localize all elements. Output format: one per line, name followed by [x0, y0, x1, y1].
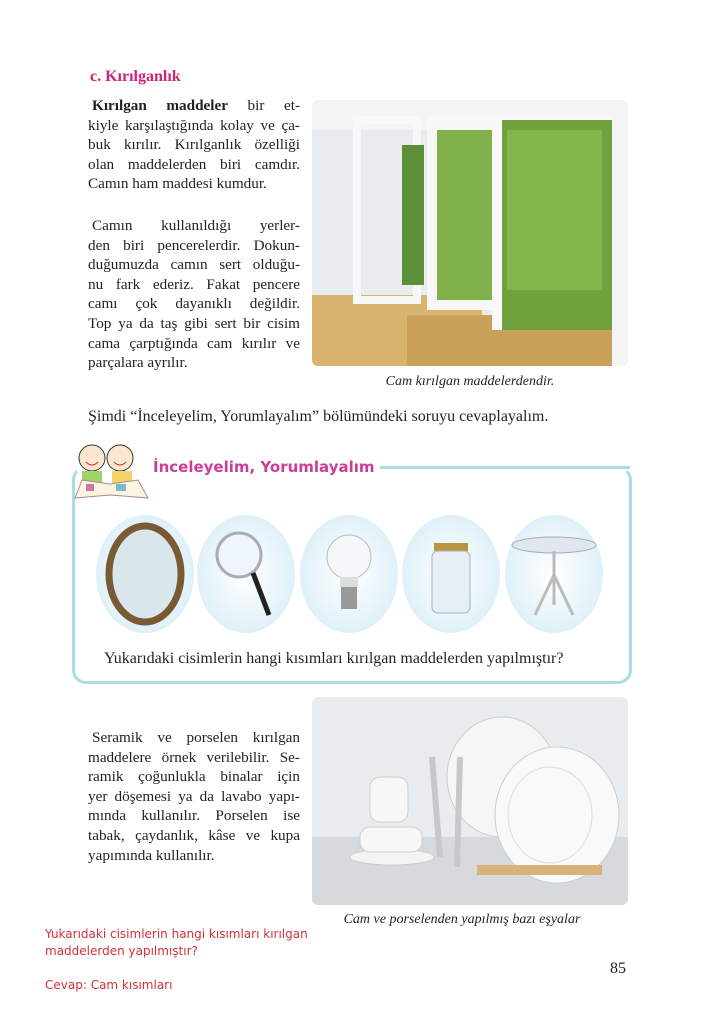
glass-table-icon [505, 515, 603, 633]
activity-box-top-border [380, 466, 630, 469]
magnifier-item [197, 515, 295, 633]
activity-question: Yukarıdaki cisimlerin hangi kısımları kırılgan maddelerden yapılmıştır? [104, 650, 564, 667]
dishes-illustration [312, 697, 628, 905]
light-bulb-item [300, 515, 398, 633]
dishes-photo [312, 697, 628, 905]
jar-icon [402, 515, 500, 633]
mirror-item [96, 515, 194, 633]
magnifier-icon [197, 515, 295, 633]
activity-header: İnceleyelim, Yorumlayalım [153, 458, 375, 476]
jar-item [402, 515, 500, 633]
light-bulb-icon [300, 515, 398, 633]
dishes-caption: Cam ve porselenden yapılmış bazı eşyalar [343, 912, 581, 927]
bold-term: Kırılgan maddeler [92, 97, 228, 114]
note-question-line2: maddelerden yapılmıştır? [45, 944, 198, 958]
window-illustration [312, 100, 628, 366]
glass-table-item [505, 515, 603, 633]
kids-reading-icon [72, 440, 150, 502]
window-photo [312, 100, 628, 366]
section-title: c. Kırılganlık [90, 68, 181, 85]
paragraph-brittle-intro: Kırılgan maddeler bir et- kiyle karşılaştığında kolay ve ça- buk kırılır. Kırılganlık özelliği olan maddelerden biri camdır. Camın ham maddesi kumdur. [88, 97, 301, 193]
note-question-line1: Yukarıdaki cisimlerin hangi kısımları kırılgan [45, 927, 308, 941]
paragraph-ceramics: Seramik ve porselen kırılgan maddelere örnek verilebilir. Se- ramik çoğunlukla binalar için yer döşemesi ya da lavabo yapı- mında kullanılır. Porselen ise tabak, çaydanlık, kâse ve kupa yapımında kullanılır. [88, 729, 300, 864]
intro-sentence: Şimdi “İnceleyelim, Yorumlayalım” bölümündeki soruyu cevaplayalım. [88, 408, 549, 425]
window-caption: Cam kırılgan maddelerdendir. [385, 374, 555, 389]
mirror-icon [96, 515, 194, 633]
paragraph-glass-windows: Camın kullanıldığı yerler- den biri pencerelerdir. Dokun- duğumuzda camın sert olduğu- nu fark ederiz. Fakat pencere camı çok dayanıklı değildir. Top ya da taş gibi sert bir cisim cama çarptığında cam kırılır ve parçalara ayrılır. [88, 217, 300, 372]
page-number: 85 [610, 960, 626, 977]
note-answer: Cevap: Cam kısımları [45, 978, 173, 992]
